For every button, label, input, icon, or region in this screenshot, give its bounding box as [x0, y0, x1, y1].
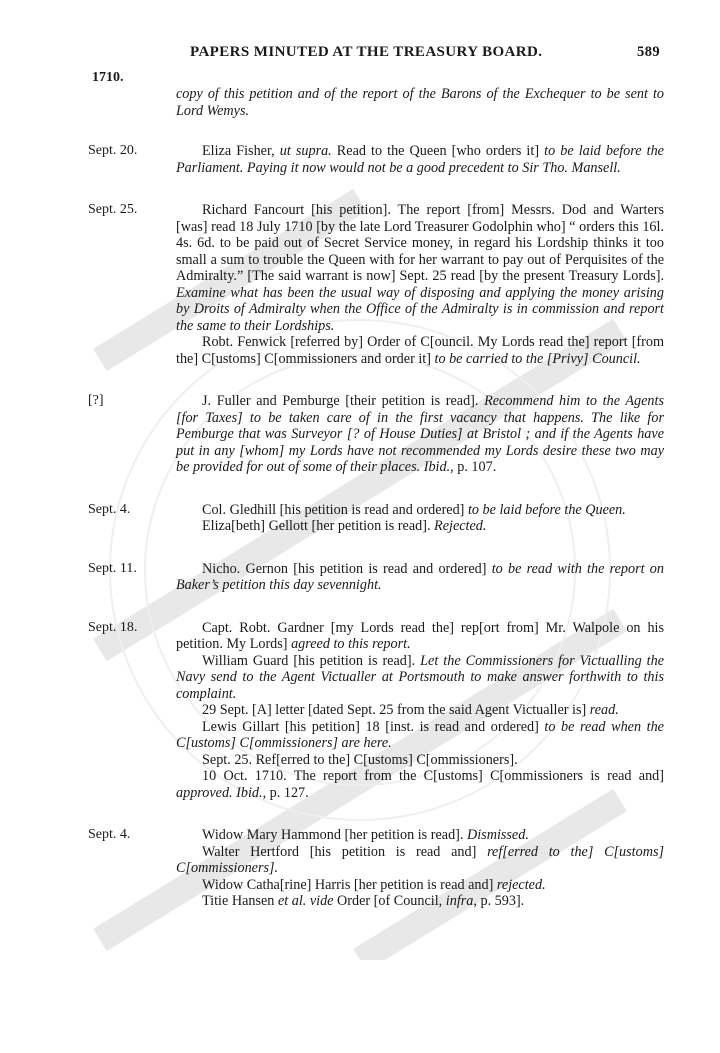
entry-date: [?] — [88, 393, 104, 408]
italic-text: copy of this petition and of the report of the Barons of the Exchequer to be sent to Lord Wemys. — [176, 86, 664, 119]
entry-body — [176, 502, 664, 535]
roman-text: Eliza Fisher, — [202, 143, 280, 159]
entry-paragraph — [176, 827, 664, 844]
roman-text: , p. 593]. — [473, 893, 525, 909]
roman-text: , p. 107. — [450, 459, 497, 475]
entry-paragraph — [176, 702, 664, 719]
roman-text: Walter Hertford [his petition is read and] — [202, 843, 488, 860]
roman-text: William Guard [his petition is read]. — [202, 652, 421, 669]
entry-paragraph — [176, 502, 664, 519]
roman-text: , p. 127. — [262, 784, 309, 801]
italic-text: ut supra. — [279, 143, 332, 159]
minute-entry — [88, 86, 664, 119]
roman-text: J. Fuller and Pemburge [their petition is read]. — [202, 393, 485, 409]
page-number: 589 — [637, 44, 660, 60]
entry-paragraph — [176, 844, 664, 877]
entry-paragraph — [176, 719, 664, 752]
minute-entry — [88, 202, 664, 367]
entry-paragraph — [176, 620, 664, 653]
minute-entry — [88, 143, 664, 176]
roman-text: Lewis Gillart [his petition] 18 [inst. is read and ordered] — [202, 718, 545, 735]
entry-body — [176, 202, 664, 367]
entry-paragraph — [176, 653, 664, 703]
entry-paragraph — [176, 518, 664, 535]
entry-date: Sept. 20. — [88, 143, 138, 158]
entry-body — [176, 620, 664, 802]
entry-date: Sept. 18. — [88, 619, 138, 635]
entry-paragraph — [176, 752, 664, 769]
italic-text: approved. — [176, 784, 233, 801]
entry-date: Sept. 11. — [88, 560, 137, 576]
italic-text: rejected. — [496, 876, 546, 893]
italic-text: to be laid before the Parliament. Paying it now would not be a good precedent to Sir Tho. Mansell. — [176, 143, 664, 176]
italic-text: read. — [589, 702, 619, 718]
italic-text: Recommend him to the Agents [for Taxes] to be taken care of in the first vacancy that happens. The like for Pemburge that was Surveyor [? of House Duties] at Bristol ; and if the Agents have put in any [whom] my Lords have not recommended my Lords desire these two may be provided for out of some of their places. — [176, 393, 664, 475]
roman-text: Titie Hansen — [202, 893, 278, 909]
italic-text: infra — [445, 893, 474, 909]
minute-entry — [88, 393, 664, 476]
entry-date: Sept. 4. — [88, 827, 131, 842]
roman-text: Widow Catha[rine] Harris [her petition is read and] — [202, 876, 497, 893]
entry-paragraph — [176, 768, 664, 801]
italic-text: to be carried to the [Privy] Council. — [434, 350, 641, 367]
italic-text: to be read with the report on Baker’s petition this day sevennight. — [176, 560, 664, 593]
italic-text: Dismissed. — [466, 827, 529, 843]
italic-text: Ibid. — [236, 784, 263, 801]
minute-entry — [88, 561, 664, 594]
header-title: PAPERS MINUTED AT THE TREASURY BOARD. — [190, 44, 543, 60]
entry-body — [176, 393, 664, 476]
roman-text: Col. Gledhill [his petition is read and ordered] — [202, 501, 468, 518]
entry-body — [176, 561, 664, 594]
entry-paragraph — [176, 143, 664, 176]
roman-text: Widow Mary Hammond [her petition is read]. — [202, 827, 467, 843]
italic-text: ref[erred to the] C[ustoms] C[ommissioners]. — [176, 843, 664, 876]
italic-text: to be read when the C[ustoms] C[ommissioners] are here. — [176, 718, 664, 751]
italic-text: Rejected. — [434, 518, 487, 534]
italic-text: agreed to this report. — [291, 636, 411, 652]
entry-paragraph — [176, 334, 664, 367]
roman-text: Order [of Council, — [333, 893, 446, 909]
entry-paragraph — [176, 393, 664, 476]
entry-paragraph — [176, 561, 664, 594]
running-header — [190, 44, 660, 61]
italic-text: Ibid. — [423, 459, 451, 475]
entry-date: Sept. 4. — [88, 501, 131, 517]
entry-body — [176, 86, 664, 119]
roman-text: Nicho. Gernon [his petition is read and ordered] — [202, 560, 492, 577]
entry-body — [176, 143, 664, 176]
italic-text: to be laid before the Queen. — [467, 501, 626, 518]
italic-text: et al. vide — [277, 893, 334, 909]
roman-text: Capt. Robt. Gardner [my Lords read the] rep[ort from] Mr. Walpole on his petition. My Lords] — [176, 619, 664, 652]
roman-text: 29 Sept. [A] letter [dated Sept. 25 from the said Agent Victualler is] — [202, 702, 590, 718]
italic-text: Let the Commissioners for Victualling the Navy send to the Agent Victualler at Portsmouth to make answer forthwith to this complaint. — [176, 652, 664, 702]
minute-entry — [88, 620, 664, 802]
entry-date: Sept. 25. — [88, 202, 138, 217]
roman-text: Richard Fancourt [his petition]. The report [from] Messrs. Dod and Warters [was] read 18 July 1710 [by the late Lord Treasurer Godolphin who] “ orders this 16l. 4s. 6d. to be paid out of Secret Service money, in regard his Lordship thinks it too small a sum to trouble the Queen with for her warrant to pay out of Perquisites of the Admiralty.” [The said warrant is now] Sept. 25 read [by the present Treasury Lords]. — [176, 202, 664, 284]
roman-text: Sept. 25. Ref[erred to the] C[ustoms] C[ommissioners]. — [202, 751, 518, 768]
entry-paragraph — [176, 202, 664, 334]
entry-body — [176, 827, 664, 910]
minute-entry — [88, 827, 664, 910]
entry-paragraph — [176, 877, 664, 894]
entry-paragraph — [176, 893, 664, 910]
roman-text: Robt. Fenwick [referred by] Order of C[ouncil. My Lords read the] report [from the] C[ustoms] C[ommissioners and order it] — [176, 334, 664, 367]
entry-paragraph — [176, 86, 664, 119]
roman-text: Read to the Queen [who orders it] — [331, 143, 545, 159]
roman-text: 10 Oct. 1710. The report from the C[ustoms] C[ommissioners is read and] — [202, 768, 664, 784]
entries-list — [88, 86, 664, 936]
minute-entry — [88, 502, 664, 535]
year-marker: 1710. — [92, 70, 124, 85]
roman-text: Eliza[beth] Gellott [her petition is read]. — [202, 518, 435, 534]
italic-text: Examine what has been the usual way of disposing and applying the money arising by Droits of Admiralty when the Office of the Admiralty is in commission and report the same to their Lordships. — [176, 284, 664, 334]
